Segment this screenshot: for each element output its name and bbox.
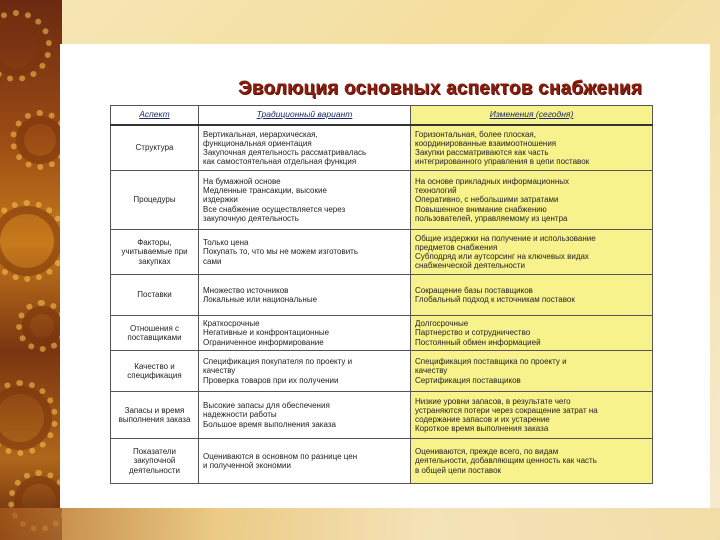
table-header-row: [111, 106, 653, 126]
cell-line: Короткое время выполнения заказа: [415, 424, 549, 434]
header-traditional: Традиционный вариант: [199, 106, 411, 126]
cell-line: Горизонтальная, более плоская,: [415, 129, 536, 139]
cell-line: координированные взаимоотношения: [415, 138, 557, 148]
traditional-cell: [199, 392, 411, 439]
table-row: [111, 392, 653, 439]
decorative-bottom-band: [0, 508, 720, 540]
changes-cell: [411, 171, 653, 230]
cell-line: в общей цепи поставок: [415, 465, 502, 475]
table-row: [111, 171, 653, 230]
cell-line: технологий: [415, 186, 457, 196]
cell-line: Только цена: [203, 238, 249, 248]
cell-line: Глобальный подход к источникам поставок: [415, 295, 575, 304]
cell-line: Оцениваются в основном по разнице цен: [203, 451, 358, 461]
changes-cell: [411, 125, 653, 171]
cell-line: пользователей, управляемому из центра: [415, 213, 568, 223]
cell-line: Общие издержки на получение и использование: [415, 233, 596, 243]
aspect-cell: Структура: [111, 125, 199, 171]
cell-line: Проверка товаров при их получении: [203, 375, 339, 385]
aspect-cell: Запасы и время выполнения заказа: [111, 392, 199, 439]
aspect-cell: Качество и спецификация: [111, 351, 199, 392]
cell-line: Краткосрочные: [203, 319, 260, 329]
cell-line: Спецификация поставщика по проекту и: [415, 357, 567, 367]
cell-line: снабженческой деятельности: [415, 261, 525, 271]
cell-line: устраняются потери через сокращение затрат на: [415, 405, 598, 415]
cell-line: Сертификация поставщиков: [415, 375, 521, 385]
cell-line: интегрированного управления в цепи поставок: [415, 157, 590, 167]
evolution-table: [110, 105, 653, 484]
aspect-cell: Процедуры: [111, 171, 199, 230]
cell-line: Закупочная деятельность рассматривалась: [203, 148, 367, 157]
cell-line: Множество источников: [203, 285, 289, 295]
cell-line: Спецификация покупателя по проекту и: [203, 357, 353, 367]
changes-cell: [411, 275, 653, 316]
table-row: [111, 351, 653, 392]
cell-line: содержание запасов и их устарение: [415, 415, 550, 424]
traditional-cell: [199, 125, 411, 171]
traditional-cell: [199, 439, 411, 484]
cell-line: Постоянный обмен информацией: [415, 337, 541, 347]
changes-cell: [411, 230, 653, 275]
gear-icon: [0, 200, 62, 282]
cell-line: сами: [203, 256, 222, 266]
slide-title: Эволюция основных аспектов снабжения: [238, 78, 642, 99]
changes-cell: [411, 351, 653, 392]
cell-line: закупочную деятельность: [203, 213, 299, 223]
cell-line: качеству: [203, 366, 236, 376]
traditional-cell: [199, 316, 411, 351]
changes-cell: [411, 316, 653, 351]
cell-line: Сокращение базы поставщиков: [415, 285, 533, 295]
cell-line: Вертикальная, иерархическая,: [203, 129, 318, 139]
cell-line: качеству: [415, 366, 448, 376]
cell-line: Оперативно, с небольшими затратами: [415, 195, 559, 205]
changes-cell: [411, 439, 653, 484]
cell-line: Повышенное внимание снабжению: [415, 204, 547, 214]
table-row: [111, 439, 653, 484]
gear-icon: [16, 300, 62, 352]
cell-line: Низкие уровни запасов, в результате чего: [415, 396, 571, 406]
cell-line: Негативные и конфронтационные: [203, 328, 330, 338]
cell-line: Субподряд или аутсорсинг на ключевых видах: [415, 252, 589, 261]
cell-line: Большое время выполнения заказа: [203, 419, 336, 429]
table-row: [111, 230, 653, 275]
cell-line: Долгосрочные: [415, 319, 469, 329]
traditional-cell: [199, 230, 411, 275]
table-row: [111, 275, 653, 316]
cell-line: На бумажной основе: [203, 177, 281, 187]
cell-line: Медленные трансакции, высокие: [203, 186, 327, 196]
cell-line: издержки: [203, 195, 238, 205]
aspect-cell: Показатели закупочной деятельности: [111, 439, 199, 484]
cell-line: и полученной экономии: [203, 461, 291, 470]
cell-line: как самостоятельная отдельная функция: [203, 157, 357, 167]
cell-line: Все снабжение осуществляется через: [203, 204, 346, 214]
table-row: [111, 316, 653, 351]
changes-cell: [411, 392, 653, 439]
cell-line: На основе прикладных информационных: [415, 177, 570, 187]
aspect-cell: Поставки: [111, 275, 199, 316]
gear-icon: [0, 10, 52, 82]
header-changes: Изменения (сегодня): [411, 106, 653, 126]
traditional-cell: [199, 171, 411, 230]
cell-line: Локальные или национальные: [203, 295, 318, 304]
traditional-cell: [199, 275, 411, 316]
cell-line: Оцениваются, прежде всего, по видам: [415, 447, 559, 457]
cell-line: функциональная ориентация: [203, 138, 312, 148]
aspect-cell: Факторы, учитываемые при закупках: [111, 230, 199, 275]
cell-line: Покупать то, что мы не можем изготовить: [203, 247, 359, 257]
gear-icon: [10, 110, 62, 170]
aspect-cell: Отношения с поставщиками: [111, 316, 199, 351]
cell-line: Ограниченное информирование: [203, 337, 324, 347]
table-row: [111, 125, 653, 171]
cell-line: надежности работы: [203, 410, 277, 420]
cell-line: деятельности, добавляющим ценность как часть: [415, 456, 597, 466]
decorative-left-strip: [0, 0, 62, 540]
cell-line: Высокие запасы для обеспечения: [203, 401, 330, 411]
cell-line: Закупки рассматриваются как часть: [415, 148, 549, 157]
cell-line: предметов снабжения: [415, 242, 498, 252]
header-aspect: Аспект: [111, 106, 199, 126]
slide-card: [60, 44, 710, 508]
cell-line: Партнерство и сотрудничество: [415, 328, 531, 338]
gear-icon: [0, 380, 58, 456]
traditional-cell: [199, 351, 411, 392]
